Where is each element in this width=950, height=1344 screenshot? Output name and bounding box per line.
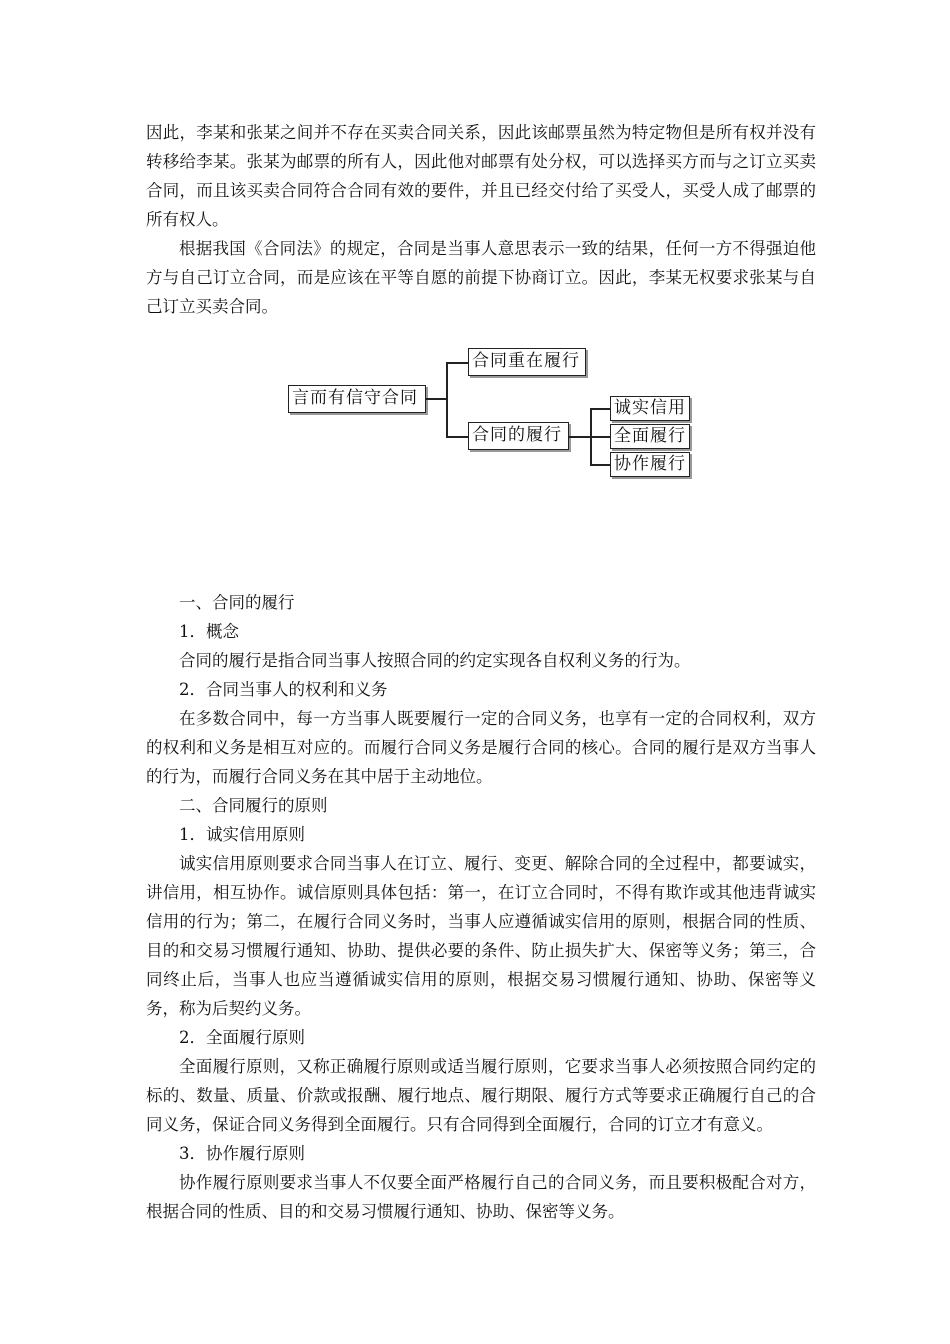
intro-section (146, 118, 816, 321)
heading-1-1: 1．概念 (179, 622, 239, 641)
diagram-branch-node-2: 合同的履行 (468, 422, 569, 450)
diagram-leaf-node-2: 全面履行 (610, 424, 690, 449)
diagram-root-node: 言而有信守合同 (288, 385, 426, 413)
paragraph-2-3: 协作履行原则要求当事人不仅要全面严格履行自己的合同义务，而且要积极配合对方，根据合同的性质、目的和交易习惯履行通知、协助、保密等义务。 (146, 1173, 816, 1221)
connector-leaf-2 (590, 436, 610, 438)
main-section (146, 588, 816, 1226)
connector-branch-1 (446, 362, 468, 364)
paragraph-1-1: 合同的履行是指合同当事人按照合同的约定实现各自权利义务的行为。 (179, 651, 691, 670)
connector-root (426, 398, 446, 400)
heading-2-3: 3．协作履行原则 (179, 1144, 305, 1163)
heading-2-2: 2．全面履行原则 (179, 1028, 305, 1047)
diagram-branch-node-1: 合同重在履行 (468, 348, 586, 376)
connector-leaf-3 (590, 464, 610, 466)
diagram-leaf-node-3: 协作履行 (610, 452, 690, 477)
heading-1: 一、合同的履行 (179, 593, 295, 612)
intro-paragraph-2: 根据我国《合同法》的规定，合同是当事人意思表示一致的结果，任何一方不得强迫他方与自己订立合同，而是应该在平等自愿的前提下协商订立。因此，李某无权要求张某与自己订立买卖合同。 (146, 239, 816, 316)
heading-2: 二、合同履行的原则 (179, 796, 328, 815)
connector-sub (569, 436, 590, 438)
paragraph-2-2: 全面履行原则，又称正确履行原则或适当履行原则，它要求当事人必须按照合同约定的标的、数量、质量、价款或报酬、履行地点、履行期限、履行方式等要求正确履行自己的合同义务，保证合同义务得到全面履行。只有合同得到全面履行，合同的订立才有意义。 (146, 1057, 816, 1134)
diagram-leaf-node-1: 诚实信用 (610, 396, 690, 421)
heading-1-2: 2．合同当事人的权利和义务 (179, 680, 388, 699)
heading-2-1: 1．诚实信用原则 (179, 825, 305, 844)
paragraph-1-2: 在多数合同中，每一方当事人既要履行一定的合同义务，也享有一定的合同权利，双方的权利和义务是相互对应的。而履行合同义务是履行合同的核心。合同的履行是双方当事人的行为，而履行合同义务在其中居于主动地位。 (146, 709, 816, 786)
connector-vertical-2 (590, 408, 592, 464)
intro-paragraph-1: 因此，李某和张某之间并不存在买卖合同关系，因此该邮票虽然为特定物但是所有权并没有转移给李某。张某为邮票的所有人，因此他对邮票有处分权，可以选择买方而与之订立买卖合同，而且该买卖合同符合合同有效的要件，并且已经交付给了买受人，买受人成了邮票的所有权人。 (146, 123, 816, 229)
connector-leaf-1 (590, 408, 610, 410)
paragraph-2-1: 诚实信用原则要求合同当事人在订立、履行、变更、解除合同的全过程中，都要诚实，讲信用，相互协作。诚信原则具体包括：第一，在订立合同时，不得有欺诈或其他违背诚实信用的行为；第二，在履行合同义务时，当事人应遵循诚实信用的原则，根据合同的性质、目的和交易习惯履行通知、协助、提供必要的条件、防止损失扩大、保密等义务；第三，合同终止后，当事人也应当遵循诚实信用的原则，根据交易习惯履行通知、协助、保密等义务，称为后契约义务。 (146, 854, 816, 1018)
connector-branch-2 (446, 436, 468, 438)
connector-vertical-1 (446, 362, 448, 436)
